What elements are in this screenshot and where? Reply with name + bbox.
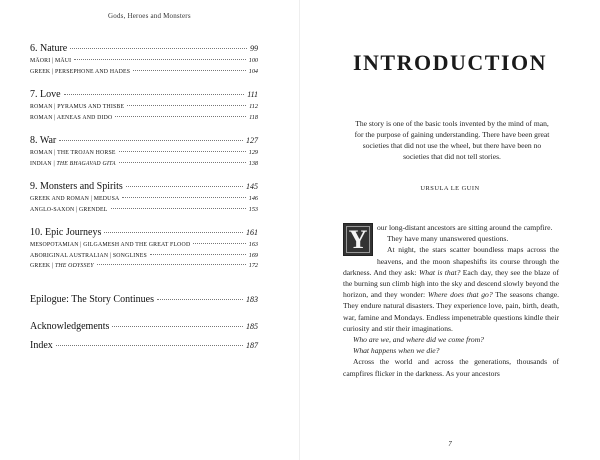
toc-entry-title bbox=[30, 159, 116, 170]
toc-entry[interactable] bbox=[30, 102, 258, 113]
paragraph: Across the world and across the generations, thousands of campfires flicker in the darkness. As your ancestors bbox=[343, 357, 559, 378]
toc-entry[interactable] bbox=[30, 251, 258, 262]
toc-entry-title: ANGLO-SAXON | GRENDEL bbox=[30, 206, 108, 213]
italic-question: What is that? bbox=[418, 267, 461, 277]
chapter-heading: INTRODUCTION bbox=[352, 50, 548, 75]
leader-dots bbox=[74, 59, 245, 60]
toc-page-number: 185 bbox=[246, 321, 258, 331]
paragraph: They have many unanswered questions. bbox=[387, 234, 509, 244]
italic-question: Where does that go? bbox=[427, 290, 493, 300]
toc-acknowledgements bbox=[30, 320, 258, 333]
body-text bbox=[343, 222, 559, 379]
toc-chapter-title: Epilogue: The Story Continues bbox=[30, 293, 154, 305]
dropcap-initial bbox=[343, 223, 373, 256]
toc-entry-prefix: GREEK | bbox=[30, 263, 55, 269]
toc-page-number: 145 bbox=[246, 182, 258, 191]
leader-dots bbox=[56, 345, 243, 346]
toc-page-number: 127 bbox=[246, 136, 258, 145]
toc-chapter-title: 8. War bbox=[30, 135, 57, 146]
toc-chapter-title: 6. Nature bbox=[30, 43, 68, 54]
epigraph-attribution: URSULA LE GUIN bbox=[420, 185, 480, 192]
table-of-contents bbox=[30, 42, 258, 363]
toc-entry[interactable] bbox=[30, 159, 258, 170]
toc-entry-title: MESOPOTAMIAN | GILGAMESH AND THE GREAT FLOOD bbox=[30, 242, 191, 248]
toc-page-number: 118 bbox=[249, 113, 258, 121]
epigraph: The story is one of the basic tools invented by the mind of man, for the purpose of gaining understanding. There have been great societies that did not use the wheel, but there have been no societies that did not tell stories. bbox=[354, 119, 550, 161]
spacer bbox=[30, 283, 258, 293]
toc-entry[interactable] bbox=[30, 148, 258, 159]
toc-chapter-title: 9. Monsters and Spirits bbox=[30, 181, 123, 192]
leader-dots bbox=[112, 326, 243, 327]
toc-page-number: 153 bbox=[248, 205, 258, 213]
toc-page-number: 112 bbox=[249, 103, 258, 110]
leader-dots bbox=[64, 94, 245, 95]
paragraph-text: At night, the stars scatter boundless maps across the heavens, and the moon shapeshifts its course through the darkness. And they ask: bbox=[343, 245, 559, 277]
paragraph bbox=[343, 244, 559, 334]
leader-dots bbox=[59, 140, 243, 141]
toc-page-number: 138 bbox=[248, 159, 258, 167]
toc-chapter[interactable] bbox=[30, 134, 258, 147]
toc-chapter[interactable] bbox=[30, 88, 258, 101]
toc-entry-title: ROMAN | THE TROJAN HORSE bbox=[30, 150, 116, 156]
leader-dots bbox=[97, 264, 246, 265]
leader-dots bbox=[115, 116, 246, 117]
leader-dots bbox=[133, 70, 246, 71]
toc-entry[interactable] bbox=[30, 261, 258, 272]
paragraph-text: Each day, they see the blaze of the burning sun climb high into the sky and descend slowly beyond the horizon, and they wonder: bbox=[343, 267, 559, 300]
italic-question-line: What happens when we die? bbox=[353, 346, 440, 356]
toc-chapter-title: Acknowledgements bbox=[30, 320, 110, 332]
toc-page-number: 146 bbox=[248, 195, 258, 202]
toc-entry[interactable] bbox=[30, 56, 258, 67]
toc-entry[interactable] bbox=[30, 113, 258, 124]
toc-chapter[interactable] bbox=[30, 293, 258, 306]
toc-entry-title: MĀORI | MĀUI bbox=[30, 58, 72, 64]
toc-epilogue bbox=[30, 293, 258, 306]
toc-section-monsters bbox=[30, 180, 258, 215]
toc-chapter-title: 7. Love bbox=[30, 89, 61, 100]
toc-chapter[interactable] bbox=[30, 339, 258, 352]
toc-entry[interactable] bbox=[30, 194, 258, 205]
toc-section-war bbox=[30, 134, 258, 169]
leader-dots bbox=[119, 151, 246, 152]
leader-dots bbox=[126, 186, 243, 187]
introduction-page bbox=[300, 0, 600, 460]
leader-dots bbox=[111, 208, 246, 209]
leader-dots bbox=[70, 48, 247, 49]
dropcap-letter: Y bbox=[348, 224, 368, 254]
toc-entry[interactable] bbox=[30, 240, 258, 251]
toc-page-number: 104 bbox=[248, 67, 258, 75]
toc-entry-title: GREEK AND ROMAN | MEDUSA bbox=[30, 196, 120, 202]
toc-page-number: 100 bbox=[248, 57, 258, 64]
leader-dots bbox=[122, 197, 245, 198]
toc-entry[interactable] bbox=[30, 67, 258, 78]
toc-page-number: 161 bbox=[246, 228, 258, 237]
toc-chapter-title: Index bbox=[30, 339, 53, 351]
dropcap-ornament bbox=[346, 226, 370, 253]
running-head: Gods, Heroes and Monsters bbox=[108, 12, 191, 20]
leader-dots bbox=[104, 232, 243, 233]
page-number: 7 bbox=[448, 440, 452, 448]
toc-chapter-title: 10. Epic Journeys bbox=[30, 227, 102, 238]
toc-entry-title: ABORIGINAL AUSTRALIAN | SONGLINES bbox=[30, 252, 147, 259]
toc-chapter[interactable] bbox=[30, 226, 258, 239]
toc-chapter[interactable] bbox=[30, 320, 258, 333]
toc-section-nature bbox=[30, 42, 258, 77]
toc-chapter[interactable] bbox=[30, 42, 258, 55]
toc-entry[interactable] bbox=[30, 205, 258, 216]
toc-index bbox=[30, 339, 258, 352]
toc-entry-italic-title: THE BHAGAVAD GITA bbox=[56, 160, 116, 167]
toc-entry-title bbox=[30, 261, 94, 272]
toc-entry-prefix: INDIAN | bbox=[30, 160, 57, 167]
toc-page-number: 169 bbox=[248, 251, 258, 259]
leader-dots bbox=[150, 254, 246, 255]
toc-entry-title: GREEK | PERSEPHONE AND HADES bbox=[30, 68, 131, 75]
contents-page bbox=[0, 0, 299, 460]
paragraph-text: our long-distant ancestors are sitting around the campfire. bbox=[377, 223, 553, 232]
toc-page-number: 129 bbox=[248, 149, 258, 156]
leader-dots bbox=[127, 105, 246, 106]
toc-entry-title: ROMAN | PYRAMUS AND THISBE bbox=[30, 104, 125, 110]
toc-section-journeys bbox=[30, 226, 258, 272]
toc-section-love bbox=[30, 88, 258, 123]
toc-entry-title: ROMAN | AENEAS AND DIDO bbox=[30, 114, 113, 121]
toc-page-number: 187 bbox=[246, 340, 258, 350]
paragraph-text: The seasons change. They endure natural disasters. They experience love, pain, birth, death, war, famine and Mondays. Endless impenetrable questions kindle their curiosity and stir their imaginations. bbox=[343, 290, 560, 333]
leader-dots bbox=[157, 299, 243, 300]
toc-page-number: 172 bbox=[248, 262, 258, 269]
toc-page-number: 183 bbox=[246, 294, 258, 304]
leader-dots bbox=[193, 243, 245, 244]
toc-page-number: 99 bbox=[250, 44, 258, 53]
toc-page-number: 163 bbox=[248, 241, 258, 248]
toc-chapter[interactable] bbox=[30, 180, 258, 193]
italic-question-line: Who are we, and where did we come from? bbox=[353, 335, 484, 345]
toc-entry-italic-title: THE ODYSSEY bbox=[54, 263, 94, 269]
toc-page-number: 111 bbox=[247, 90, 258, 99]
leader-dots bbox=[119, 162, 246, 163]
